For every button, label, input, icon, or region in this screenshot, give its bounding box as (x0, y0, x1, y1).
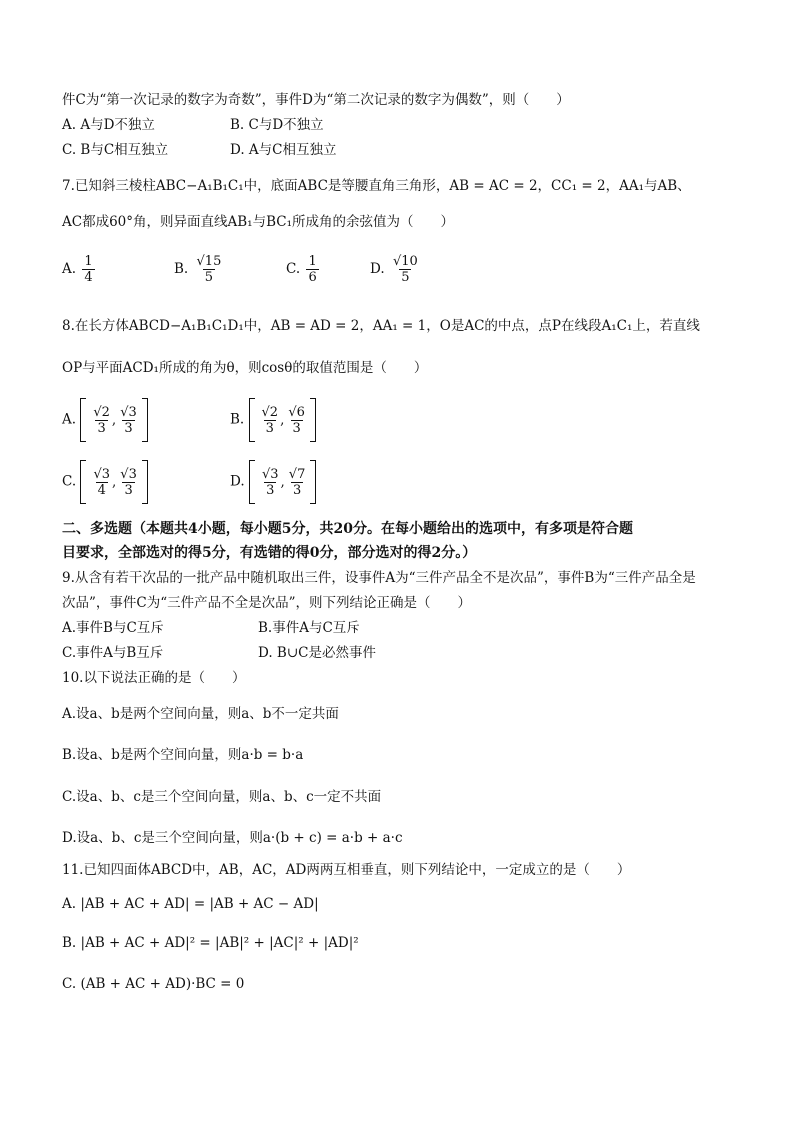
q7-option-c: C. $\frac{1}{6}$ (286, 254, 317, 285)
q9-option-d: D. B∪C是必然事件 (258, 645, 376, 661)
section2-heading-line2: 目要求，全部选对的得5分，有选错的得0分，部分选对的得2分。） (62, 545, 477, 561)
q8-stem-line2: OP与平面ACD₁所成的角为θ，则cosθ的取值范围是（ ） (62, 360, 428, 376)
q11-option-b-expr: |AB + AC + AD|² = |AB|² + |AC|² + |AD|² (80, 935, 359, 951)
q6-option-c: C. B与C相互独立 (62, 142, 169, 158)
q11-option-b: B. |AB + AC + AD|² = |AB|² + |AC|² + |AD|² (62, 935, 359, 951)
q10-option-b: B.设a、b是两个空间向量，则a·b = b·a (62, 747, 304, 763)
q7-option-d: D. $\frac{√10}{5}$ (370, 254, 418, 285)
q11-option-c-expr: (AB + AC + AD)·BC = 0 (80, 976, 245, 992)
q10-option-d: D.设a、b、c是三个空间向量，则a·(b + c) = a·b + a·c (62, 830, 403, 846)
q8-option-c: C. $\frac{√3}{4}$ , $\frac{√3}{3}$ (62, 460, 148, 504)
q11-stem: 11.已知四面体ABCD中，AB，AC，AD两两互相垂直，则下列结论中，一定成立的是（ ） (62, 862, 631, 878)
q6-option-d: D. A与C相互独立 (230, 142, 337, 158)
q10-option-a: A.设a、b是两个空间向量，则a、b不一定共面 (62, 706, 339, 722)
q7-option-a: A. $\frac{1}{4}$ (62, 254, 93, 285)
q9-stem-line2: 次品”，事件C为“三件产品不全是次品”，则下列结论正确是（ ） (62, 595, 472, 611)
q6-stem: 件C为“第一次记录的数字为奇数”，事件D为“第二次记录的数字为偶数”，则（ ） (62, 92, 570, 108)
q9-option-a: A.事件B与C互斥 (62, 620, 164, 636)
q8-option-b: B. $\frac{√2}{3}$ , $\frac{√6}{3}$ (230, 398, 316, 442)
q11-option-a-expr: |AB + AC + AD| = |AB + AC − AD| (80, 896, 319, 912)
q10-stem: 10.以下说法正确的是（ ） (62, 670, 246, 686)
q8-option-a: A. $\frac{√2}{3}$ , $\frac{√3}{3}$ (62, 398, 148, 442)
q6-option-b: B. C与D不独立 (230, 117, 324, 133)
section2-heading-line1: 二、多选题（本题共4小题，每小题5分，共20分。在每小题给出的选项中，有多项是符合题 (62, 521, 633, 537)
q7-stem-line1: 7.已知斜三棱柱ABC−A₁B₁C₁中，底面ABC是等腰直角三角形，AB = AC = 2，CC₁ = 2，AA₁与AB、 (62, 178, 691, 194)
q11-option-a: A. |AB + AC + AD| = |AB + AC − AD| (62, 896, 319, 912)
q7-stem-line2: AC都成60°角，则异面直线AB₁与BC₁所成角的余弦值为（ ） (62, 214, 455, 230)
q6-option-a: A. A与D不独立 (62, 117, 155, 133)
q10-option-c: C.设a、b、c是三个空间向量，则a、b、c一定不共面 (62, 789, 382, 805)
q8-stem-line1: 8.在长方体ABCD−A₁B₁C₁D₁中，AB = AD = 2，AA₁ = 1，O是AC的中点，点P在线段A₁C₁上，若直线 (62, 318, 700, 334)
q9-option-c: C.事件A与B互斥 (62, 645, 164, 661)
q7-option-b: B. $\frac{√15}{5}$ (174, 254, 222, 285)
q9-option-b: B.事件A与C互斥 (258, 620, 360, 636)
q8-option-d: D. $\frac{√3}{3}$ , $\frac{√7}{3}$ (230, 460, 316, 504)
q11-option-c: C. (AB + AC + AD)·BC = 0 (62, 976, 245, 992)
q9-stem-line1: 9.从含有若干次品的一批产品中随机取出三件，设事件A为“三件产品全不是次品”，事件B为“三件产品全是 (62, 570, 696, 586)
